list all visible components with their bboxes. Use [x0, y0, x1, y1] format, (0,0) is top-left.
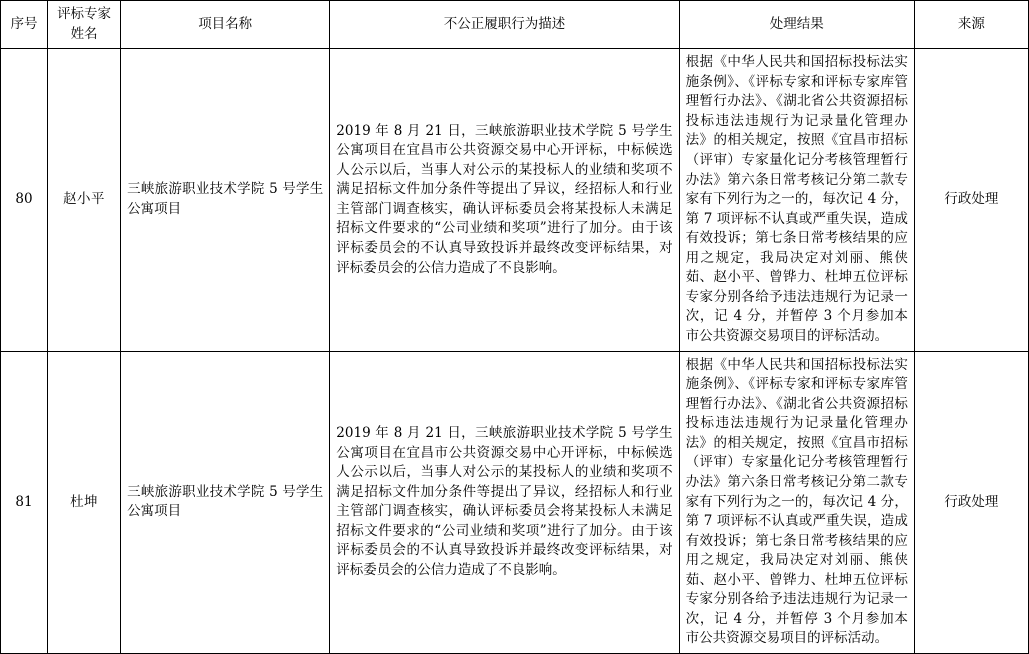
table-row — [1, 351, 1029, 653]
cell-expert-name: 赵小平 — [48, 49, 121, 351]
cell-seq: 81 — [1, 351, 48, 653]
column-header-description: 不公正履职行为描述 — [330, 1, 679, 49]
cell-project-name: 三峡旅游职业技术学院 5 号学生公寓项目 — [121, 49, 330, 351]
table-header — [1, 1, 1029, 49]
cell-source: 行政处理 — [914, 49, 1028, 351]
cell-source: 行政处理 — [914, 351, 1028, 653]
column-header-source: 来源 — [914, 1, 1028, 49]
table-body — [1, 49, 1029, 654]
cell-result: 根据《中华人民共和国招标投标法实施条例》、《评标专家和评标专家库管理暂行办法》、《湖北省公共资源招标投标违法违规行为记录量化管理办法》的相关规定，按照《宜昌市招标（评审）专家量化记分考核管理暂行办法》第六条日常考核记分第二款专家有下列行为之一的，每次记 4 分，第 7 项评标不认真或严重失误，造成有效投诉；第七条日常考核结果的应用之规定，我局决定对刘丽、熊侠茹、赵小平、曾铧力、杜坤五位评标专家分别各给予违法违规行为记录一次，记 4 分，并暂停 3 个月参加本市公共资源交易项目的评标活动。 — [679, 351, 914, 653]
cell-project-name: 三峡旅游职业技术学院 5 号学生公寓项目 — [121, 351, 330, 653]
column-header-project-name: 项目名称 — [121, 1, 330, 49]
column-header-result: 处理结果 — [679, 1, 914, 49]
table-header-row — [1, 1, 1029, 49]
cell-expert-name: 杜坤 — [48, 351, 121, 653]
column-header-expert-name: 评标专家姓名 — [48, 1, 121, 49]
cell-seq: 80 — [1, 49, 48, 351]
cell-description: 2019 年 8 月 21 日，三峡旅游职业技术学院 5 号学生公寓项目在宜昌市公共资源交易中心开评标，中标候选人公示以后，当事人对公示的某投标人的业绩和奖项不满足招标文件加分条件等提出了异议，经招标人和行业主管部门调查核实，确认评标委员会将某投标人未满足招标文件要求的“公司业绩和奖项”进行了加分。由于该评标委员会的不认真导致投诉并最终改变评标结果，对评标委员会的公信力造成了不良影响。 — [330, 351, 679, 653]
table-row — [1, 49, 1029, 351]
cell-description: 2019 年 8 月 21 日，三峡旅游职业技术学院 5 号学生公寓项目在宜昌市公共资源交易中心开评标，中标候选人公示以后，当事人对公示的某投标人的业绩和奖项不满足招标文件加分条件等提出了异议，经招标人和行业主管部门调查核实，确认评标委员会将某投标人未满足招标文件要求的“公司业绩和奖项”进行了加分。由于该评标委员会的不认真导致投诉并最终改变评标结果，对评标委员会的公信力造成了不良影响。 — [330, 49, 679, 351]
column-header-seq: 序号 — [1, 1, 48, 49]
cell-result: 根据《中华人民共和国招标投标法实施条例》、《评标专家和评标专家库管理暂行办法》、《湖北省公共资源招标投标违法违规行为记录量化管理办法》的相关规定，按照《宜昌市招标（评审）专家量化记分考核管理暂行办法》第六条日常考核记分第二款专家有下列行为之一的，每次记 4 分，第 7 项评标不认真或严重失误，造成有效投诉；第七条日常考核结果的应用之规定，我局决定对刘丽、熊侠茹、赵小平、曾铧力、杜坤五位评标专家分别各给予违法违规行为记录一次，记 4 分，并暂停 3 个月参加本市公共资源交易项目的评标活动。 — [679, 49, 914, 351]
